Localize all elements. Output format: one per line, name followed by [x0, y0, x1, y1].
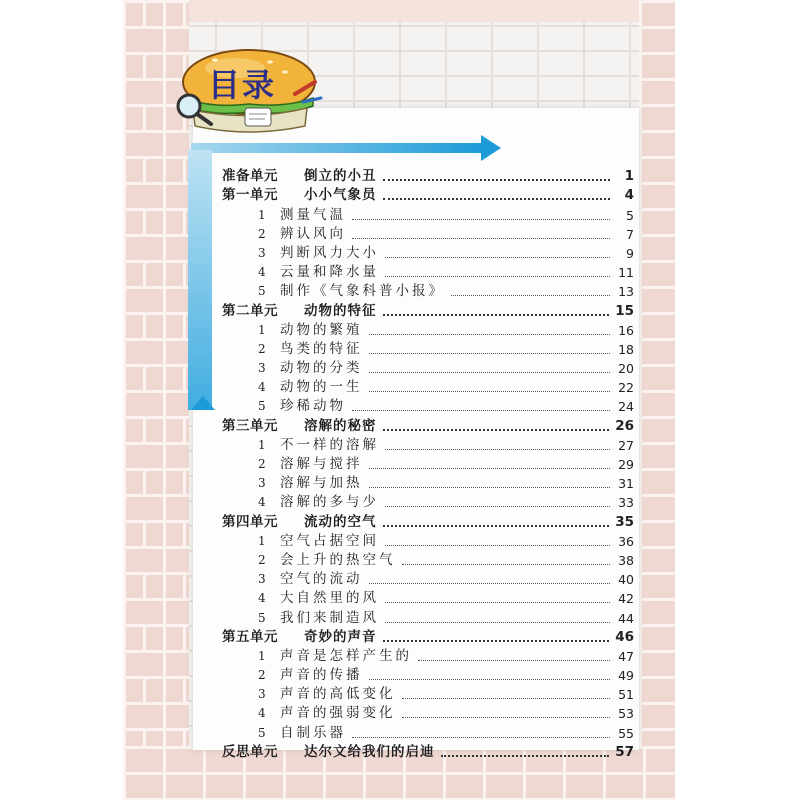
- arrow-right-icon: [481, 135, 501, 161]
- page-number: 55: [618, 725, 634, 741]
- page-number: 18: [618, 341, 634, 357]
- page-number: 35: [615, 513, 634, 530]
- toc-lesson-row[interactable]: [222, 244, 634, 263]
- lesson-number: 2: [258, 552, 266, 567]
- entry-title: 自制乐器: [280, 724, 346, 741]
- dot-leader: [385, 256, 610, 258]
- page-number: 22: [618, 380, 634, 396]
- dot-leader: [402, 716, 611, 718]
- unit-label: 第一单元: [222, 187, 278, 204]
- page-number: 7: [626, 226, 634, 242]
- page-number: 16: [618, 322, 634, 338]
- lesson-number: 3: [258, 361, 266, 376]
- toc-lesson-row[interactable]: [222, 647, 634, 666]
- dot-leader: [418, 659, 610, 661]
- lesson-number: 1: [258, 648, 266, 663]
- entry-title: 珍稀动物: [280, 398, 346, 415]
- entry-title: 我们来制造风: [280, 609, 379, 626]
- dot-leader: [383, 313, 610, 316]
- arrow-up-icon: [191, 396, 215, 410]
- entry-title: 奇妙的声音: [304, 628, 377, 645]
- lesson-number: 5: [258, 725, 266, 740]
- toc-lesson-row[interactable]: [222, 225, 634, 244]
- entry-title: 声音是怎样产生的: [280, 647, 412, 664]
- toc-lesson-row[interactable]: [222, 532, 634, 551]
- dot-leader: [383, 428, 610, 431]
- dot-leader: [369, 486, 611, 488]
- lesson-number: 1: [258, 437, 266, 452]
- entry-title: 不一样的溶解: [280, 436, 379, 453]
- page-number: 51: [618, 687, 634, 703]
- entry-title: 会上升的热空气: [280, 551, 396, 568]
- dot-leader: [402, 697, 611, 699]
- lesson-number: 5: [258, 399, 266, 414]
- page-number: 47: [618, 648, 634, 664]
- dot-leader: [383, 178, 611, 181]
- entry-title: 溶解的秘密: [304, 417, 377, 434]
- lesson-number: 4: [258, 706, 266, 721]
- toc-lesson-row[interactable]: [222, 589, 634, 608]
- entry-title: 动物的繁殖: [280, 321, 363, 338]
- lesson-number: 5: [258, 284, 266, 299]
- page-number: 40: [618, 572, 634, 588]
- dot-leader: [385, 448, 610, 450]
- lesson-number: 3: [258, 245, 266, 260]
- dot-leader: [369, 390, 611, 392]
- toc-unit-row[interactable]: [222, 628, 634, 647]
- arrow-line-vertical: [188, 150, 212, 410]
- entry-title: 倒立的小丑: [304, 168, 377, 185]
- entry-title: 小小气象员: [304, 187, 377, 204]
- dot-leader: [451, 294, 610, 296]
- toc-lesson-row[interactable]: [222, 378, 634, 397]
- entry-title: 辨认风向: [280, 225, 346, 242]
- lesson-number: 4: [258, 265, 266, 280]
- dot-leader: [385, 544, 610, 546]
- toc-lesson-row[interactable]: [222, 205, 634, 224]
- entry-title: 空气的流动: [280, 571, 363, 588]
- entry-title: 动物的一生: [280, 379, 363, 396]
- page-number: 15: [615, 302, 634, 319]
- page-number: 38: [618, 552, 634, 568]
- dot-leader: [352, 736, 610, 738]
- page-number: 1: [624, 168, 634, 185]
- lesson-number: 4: [258, 591, 266, 606]
- toc-lesson-row[interactable]: [222, 282, 634, 301]
- page-title: 目录: [208, 66, 277, 104]
- lesson-number: 3: [258, 687, 266, 702]
- dot-leader: [352, 409, 610, 411]
- toc-lesson-row[interactable]: [222, 263, 634, 282]
- entry-title: 达尔文给我们的启迪: [304, 743, 435, 760]
- lesson-number: 1: [258, 207, 266, 222]
- page-number: 11: [618, 265, 634, 281]
- page-number: 33: [618, 495, 634, 511]
- lesson-number: 4: [258, 380, 266, 395]
- toc-lesson-row[interactable]: [222, 685, 634, 704]
- dot-leader: [385, 505, 610, 507]
- page-number: 9: [626, 245, 634, 261]
- dot-leader: [369, 352, 611, 354]
- dot-leader: [369, 582, 611, 584]
- toc-unit-row[interactable]: [222, 512, 634, 531]
- toc-lesson-row[interactable]: [222, 666, 634, 685]
- page-number: 57: [615, 743, 634, 760]
- lesson-number: 3: [258, 476, 266, 491]
- page-number: 26: [615, 417, 634, 434]
- page-number: 42: [618, 591, 634, 607]
- entry-title: 判断风力大小: [280, 244, 379, 261]
- dot-leader: [383, 197, 611, 200]
- page-number: 49: [618, 668, 634, 684]
- table-of-contents: [222, 167, 634, 762]
- toc-lesson-row[interactable]: [222, 723, 634, 742]
- entry-title: 空气占据空间: [280, 532, 379, 549]
- unit-label: 第三单元: [222, 417, 278, 434]
- lesson-number: 1: [258, 322, 266, 337]
- dot-leader: [369, 333, 611, 335]
- dot-leader: [352, 237, 610, 239]
- lesson-number: 1: [258, 533, 266, 548]
- entry-title: 溶解与搅拌: [280, 456, 363, 472]
- lesson-number: 3: [258, 572, 266, 587]
- page-number: 36: [618, 533, 634, 549]
- unit-label: 第二单元: [222, 302, 278, 319]
- entry-title: 动物的分类: [280, 360, 363, 377]
- lesson-number: 2: [258, 457, 266, 471]
- page-number: 5: [626, 207, 634, 223]
- entry-title: 溶解与加热: [280, 475, 363, 492]
- entry-title: 声音的强弱变化: [280, 705, 396, 722]
- dot-leader: [383, 639, 610, 642]
- dot-leader: [385, 621, 610, 623]
- lesson-number: 2: [258, 668, 266, 683]
- toc-lesson-row[interactable]: [222, 436, 634, 455]
- toc-lesson-row[interactable]: [222, 493, 634, 512]
- page-number: 13: [618, 284, 634, 300]
- unit-label: 准备单元: [222, 168, 278, 185]
- dot-leader: [441, 754, 610, 757]
- arrow-line-horizontal: [191, 143, 481, 153]
- lesson-number: 5: [258, 610, 266, 625]
- entry-title: 鸟类的特征: [280, 340, 363, 357]
- toc-lesson-row[interactable]: [222, 474, 634, 493]
- unit-label: 第五单元: [222, 628, 278, 645]
- toc-lesson-row[interactable]: [222, 608, 634, 627]
- lesson-number: 2: [258, 226, 266, 241]
- page-number: 44: [618, 610, 634, 626]
- entry-title: 大自然里的风: [280, 590, 379, 607]
- dot-leader: [369, 371, 611, 373]
- page-number: 31: [618, 476, 634, 492]
- entry-title: 云量和降水量: [280, 264, 379, 281]
- entry-title: 溶解的多与少: [280, 494, 379, 511]
- toc-lesson-row[interactable]: [222, 359, 634, 378]
- dot-leader: [402, 563, 611, 565]
- toc-lesson-row[interactable]: [222, 321, 634, 340]
- brick-wall-right: [639, 0, 675, 800]
- unit-label: 反思单元: [222, 743, 278, 760]
- toc-unit-row[interactable]: [222, 743, 634, 762]
- page-number: 27: [618, 437, 634, 453]
- dot-leader: [352, 218, 610, 220]
- entry-title: 测量气温: [280, 206, 346, 223]
- entry-title: 动物的特征: [304, 302, 377, 319]
- toc-lesson-row[interactable]: [222, 704, 634, 723]
- dot-leader: [383, 524, 610, 527]
- toc-unit-row[interactable]: [222, 186, 634, 205]
- page-number: 4: [624, 187, 634, 204]
- lesson-number: 4: [258, 495, 266, 510]
- page-number: 53: [618, 706, 634, 722]
- dot-leader: [369, 678, 611, 680]
- toc-lesson-row[interactable]: [222, 340, 634, 359]
- toc-lesson-row[interactable]: [222, 570, 634, 589]
- page-number: 46: [615, 628, 634, 645]
- toc-lesson-row[interactable]: [222, 397, 634, 416]
- toc-unit-row[interactable]: [222, 416, 634, 435]
- entry-title: 制作《气象科普小报》: [280, 283, 445, 300]
- toc-unit-row[interactable]: [222, 301, 634, 320]
- page-number: 29: [618, 457, 634, 472]
- dot-leader: [369, 467, 611, 469]
- unit-label: 第四单元: [222, 513, 278, 530]
- entry-title: 流动的空气: [304, 513, 377, 530]
- brick-wall-top: [123, 0, 675, 22]
- entry-title: 声音的高低变化: [280, 686, 396, 703]
- toc-unit-row[interactable]: [222, 167, 634, 186]
- page-number: 24: [618, 399, 634, 415]
- dot-leader: [385, 275, 610, 277]
- toc-lesson-row[interactable]: [222, 455, 634, 474]
- page-number: 20: [618, 361, 634, 377]
- lesson-number: 2: [258, 341, 266, 356]
- entry-title: 声音的传播: [280, 667, 363, 684]
- dot-leader: [385, 601, 610, 603]
- toc-lesson-row[interactable]: [222, 551, 634, 570]
